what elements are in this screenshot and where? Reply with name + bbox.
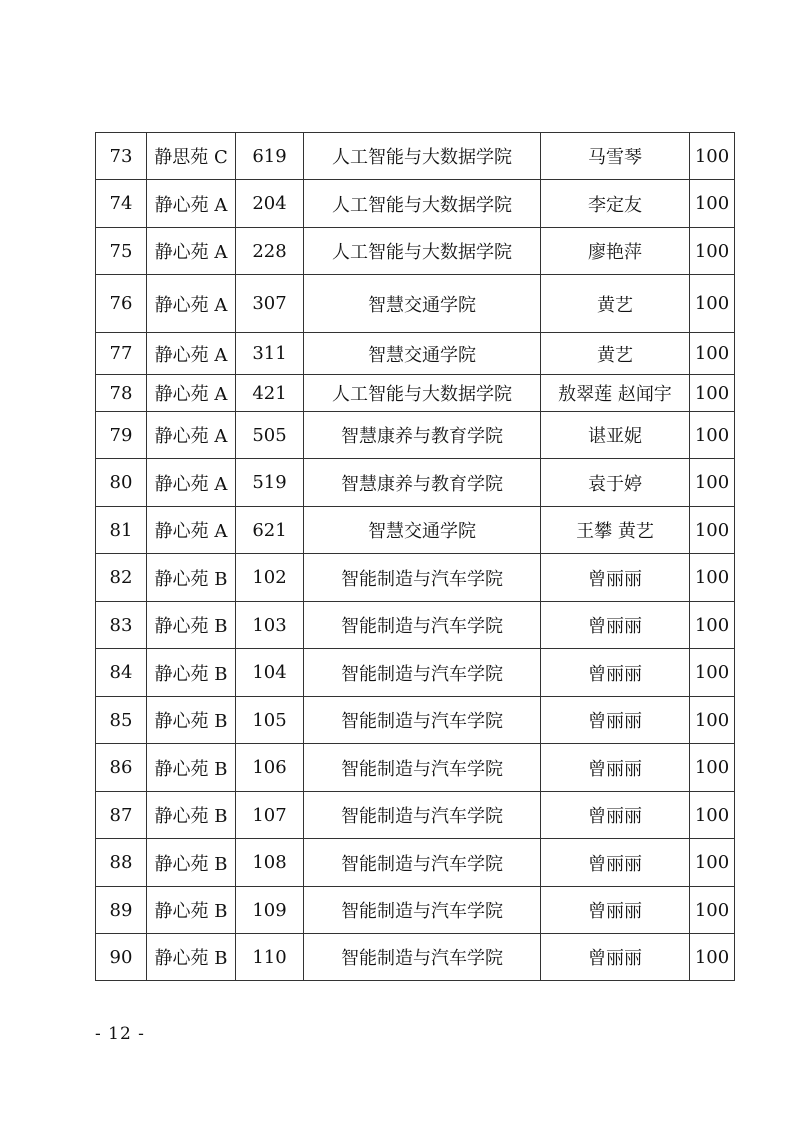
counselor-cell: 曾丽丽 [541,744,690,792]
counselor-cell: 敖翠莲 赵闻宇 [541,375,690,412]
building-cell: 静心苑 A [147,412,236,459]
serial-number-cell: 73 [96,133,147,180]
serial-number-cell: 75 [96,228,147,275]
score-cell: 100 [690,133,735,180]
room-number-cell: 619 [236,133,304,180]
table-row [96,697,735,744]
page-number: - 12 - [95,1024,145,1044]
score-cell: 100 [690,839,735,887]
room-number-cell: 505 [236,412,304,459]
room-number-cell: 110 [236,934,304,981]
score-cell: 100 [690,275,735,333]
counselor-cell: 曾丽丽 [541,602,690,649]
room-number-cell: 102 [236,554,304,602]
table-row [96,744,735,792]
building-cell: 静心苑 A [147,333,236,375]
building-cell: 静心苑 A [147,375,236,412]
table-row [96,133,735,180]
college-cell: 智能制造与汽车学院 [304,554,541,602]
building-cell: 静心苑 A [147,228,236,275]
building-cell: 静心苑 B [147,649,236,697]
counselor-cell: 黄艺 [541,333,690,375]
building-cell: 静心苑 B [147,697,236,744]
counselor-cell: 谌亚妮 [541,412,690,459]
college-cell: 智慧交通学院 [304,275,541,333]
college-cell: 智慧交通学院 [304,333,541,375]
table-row [96,228,735,275]
counselor-cell: 王攀 黄艺 [541,507,690,554]
score-cell: 100 [690,333,735,375]
counselor-cell: 马雪琴 [541,133,690,180]
dormitory-score-table [95,132,735,981]
serial-number-cell: 89 [96,887,147,934]
room-number-cell: 104 [236,649,304,697]
serial-number-cell: 80 [96,459,147,507]
table-row [96,887,735,934]
college-cell: 智能制造与汽车学院 [304,744,541,792]
score-cell: 100 [690,554,735,602]
table-body [96,133,735,981]
college-cell: 智能制造与汽车学院 [304,649,541,697]
table-row [96,180,735,228]
table-row [96,412,735,459]
room-number-cell: 107 [236,792,304,839]
college-cell: 智能制造与汽车学院 [304,602,541,649]
table-row [96,602,735,649]
table-row [96,792,735,839]
college-cell: 人工智能与大数据学院 [304,133,541,180]
counselor-cell: 黄艺 [541,275,690,333]
college-cell: 人工智能与大数据学院 [304,228,541,275]
score-cell: 100 [690,934,735,981]
room-number-cell: 204 [236,180,304,228]
counselor-cell: 李定友 [541,180,690,228]
building-cell: 静心苑 B [147,934,236,981]
building-cell: 静心苑 A [147,507,236,554]
college-cell: 人工智能与大数据学院 [304,180,541,228]
building-cell: 静心苑 B [147,839,236,887]
college-cell: 智慧康养与教育学院 [304,412,541,459]
college-cell: 智能制造与汽车学院 [304,792,541,839]
table-row [96,839,735,887]
serial-number-cell: 79 [96,412,147,459]
score-cell: 100 [690,459,735,507]
serial-number-cell: 86 [96,744,147,792]
serial-number-cell: 85 [96,697,147,744]
building-cell: 静心苑 B [147,744,236,792]
serial-number-cell: 76 [96,275,147,333]
serial-number-cell: 88 [96,839,147,887]
counselor-cell: 曾丽丽 [541,697,690,744]
serial-number-cell: 74 [96,180,147,228]
room-number-cell: 106 [236,744,304,792]
building-cell: 静心苑 B [147,554,236,602]
score-cell: 100 [690,412,735,459]
room-number-cell: 108 [236,839,304,887]
counselor-cell: 曾丽丽 [541,887,690,934]
score-cell: 100 [690,697,735,744]
college-cell: 智能制造与汽车学院 [304,887,541,934]
college-cell: 智慧交通学院 [304,507,541,554]
counselor-cell: 曾丽丽 [541,934,690,981]
college-cell: 智能制造与汽车学院 [304,934,541,981]
building-cell: 静心苑 A [147,459,236,507]
table-row [96,554,735,602]
score-cell: 100 [690,507,735,554]
room-number-cell: 519 [236,459,304,507]
serial-number-cell: 77 [96,333,147,375]
room-number-cell: 228 [236,228,304,275]
building-cell: 静心苑 B [147,887,236,934]
table-row [96,934,735,981]
serial-number-cell: 81 [96,507,147,554]
serial-number-cell: 84 [96,649,147,697]
table-row [96,275,735,333]
score-cell: 100 [690,792,735,839]
score-cell: 100 [690,180,735,228]
table-row [96,507,735,554]
counselor-cell: 曾丽丽 [541,649,690,697]
building-cell: 静心苑 B [147,602,236,649]
college-cell: 智能制造与汽车学院 [304,839,541,887]
table-row [96,649,735,697]
college-cell: 人工智能与大数据学院 [304,375,541,412]
building-cell: 静心苑 A [147,275,236,333]
building-cell: 静思苑 C [147,133,236,180]
counselor-cell: 曾丽丽 [541,839,690,887]
serial-number-cell: 83 [96,602,147,649]
room-number-cell: 311 [236,333,304,375]
room-number-cell: 105 [236,697,304,744]
counselor-cell: 曾丽丽 [541,554,690,602]
score-cell: 100 [690,649,735,697]
score-cell: 100 [690,375,735,412]
room-number-cell: 421 [236,375,304,412]
score-cell: 100 [690,887,735,934]
college-cell: 智慧康养与教育学院 [304,459,541,507]
serial-number-cell: 87 [96,792,147,839]
table-row [96,375,735,412]
table-row [96,333,735,375]
serial-number-cell: 82 [96,554,147,602]
serial-number-cell: 90 [96,934,147,981]
counselor-cell: 袁于婷 [541,459,690,507]
college-cell: 智能制造与汽车学院 [304,697,541,744]
room-number-cell: 103 [236,602,304,649]
room-number-cell: 109 [236,887,304,934]
room-number-cell: 307 [236,275,304,333]
counselor-cell: 廖艳萍 [541,228,690,275]
table-row [96,459,735,507]
room-number-cell: 621 [236,507,304,554]
score-cell: 100 [690,228,735,275]
score-cell: 100 [690,602,735,649]
score-cell: 100 [690,744,735,792]
counselor-cell: 曾丽丽 [541,792,690,839]
serial-number-cell: 78 [96,375,147,412]
building-cell: 静心苑 B [147,792,236,839]
building-cell: 静心苑 A [147,180,236,228]
